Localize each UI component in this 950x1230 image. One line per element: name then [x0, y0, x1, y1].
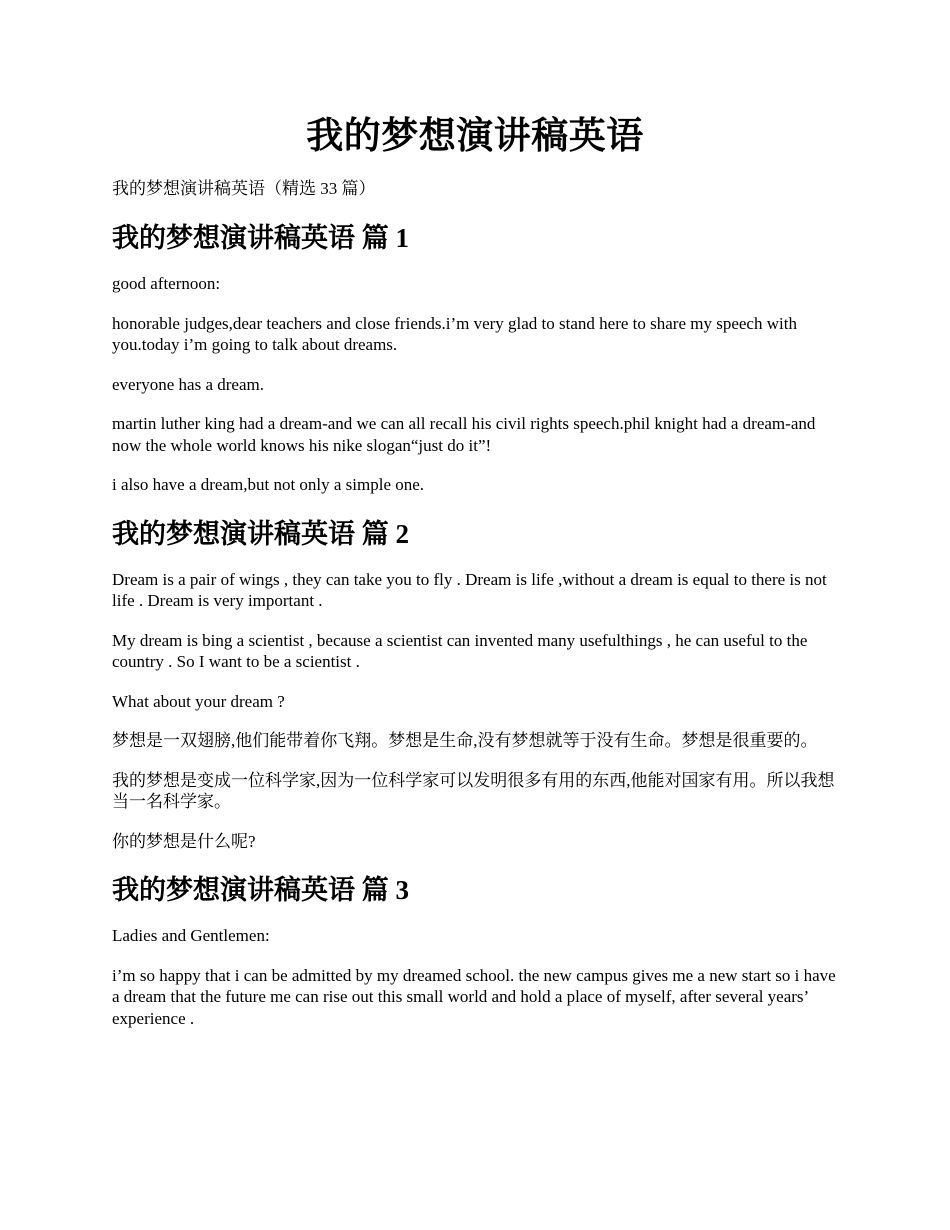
section-heading: 我的梦想演讲稿英语 篇 1: [112, 223, 409, 253]
section-body: [112, 273, 838, 496]
section-heading: 我的梦想演讲稿英语 篇 2: [112, 518, 409, 549]
document-title: 我的梦想演讲稿英语: [306, 116, 644, 157]
section-heading: 我的梦想演讲稿英语 篇 3: [112, 875, 409, 905]
paragraph: everyone has a dream.: [112, 374, 264, 394]
section-2: [112, 515, 838, 853]
section-body: [112, 569, 838, 853]
paragraph: i also have a dream,but not only a simple one.: [112, 475, 425, 494]
section-body: [112, 925, 838, 1029]
paragraph: What about your dream ?: [112, 691, 285, 711]
paragraph: martin luther king had a dream-and we can all recall his civil rights speech.phil knight had a dream-and now the whole world knows his nike slogan“just do it”!: [112, 414, 816, 455]
document-subtitle: 我的梦想演讲稿英语（精选 33 篇）: [112, 179, 376, 198]
paragraph: honorable judges,dear teachers and close friends.i’m very glad to stand here to share my speech with you.today i’m going to talk about dreams.: [112, 313, 797, 354]
paragraph: Dream is a pair of wings , they can take you to fly . Dream is life ,without a dream is equal to there is not life . Dream is very important .: [112, 569, 827, 610]
section-3: [112, 871, 838, 1029]
paragraph: Ladies and Gentlemen:: [112, 926, 270, 945]
paragraph: My dream is bing a scientist , because a scientist can invented many usefulthings , he can useful to the country . So I want to be a scientist .: [112, 630, 808, 671]
paragraph: 梦想是一双翅膀,他们能带着你飞翔。梦想是生命,没有梦想就等于没有生命。梦想是很重要的。: [112, 731, 818, 750]
paragraph: 你的梦想是什么呢?: [112, 831, 256, 851]
section-1: [112, 219, 838, 496]
document-page: [112, 112, 838, 1029]
paragraph: good afternoon:: [112, 274, 221, 293]
paragraph: i’m so happy that i can be admitted by my dreamed school. the new campus gives me a new start so i have a dream that the future me can rise out this small world and hold a place of myself, after several years’ experience .: [112, 965, 836, 1028]
paragraph: 我的梦想是变成一位科学家,因为一位科学家可以发明很多有用的东西,他能对国家有用。所以我想当一名科学家。: [112, 770, 835, 811]
